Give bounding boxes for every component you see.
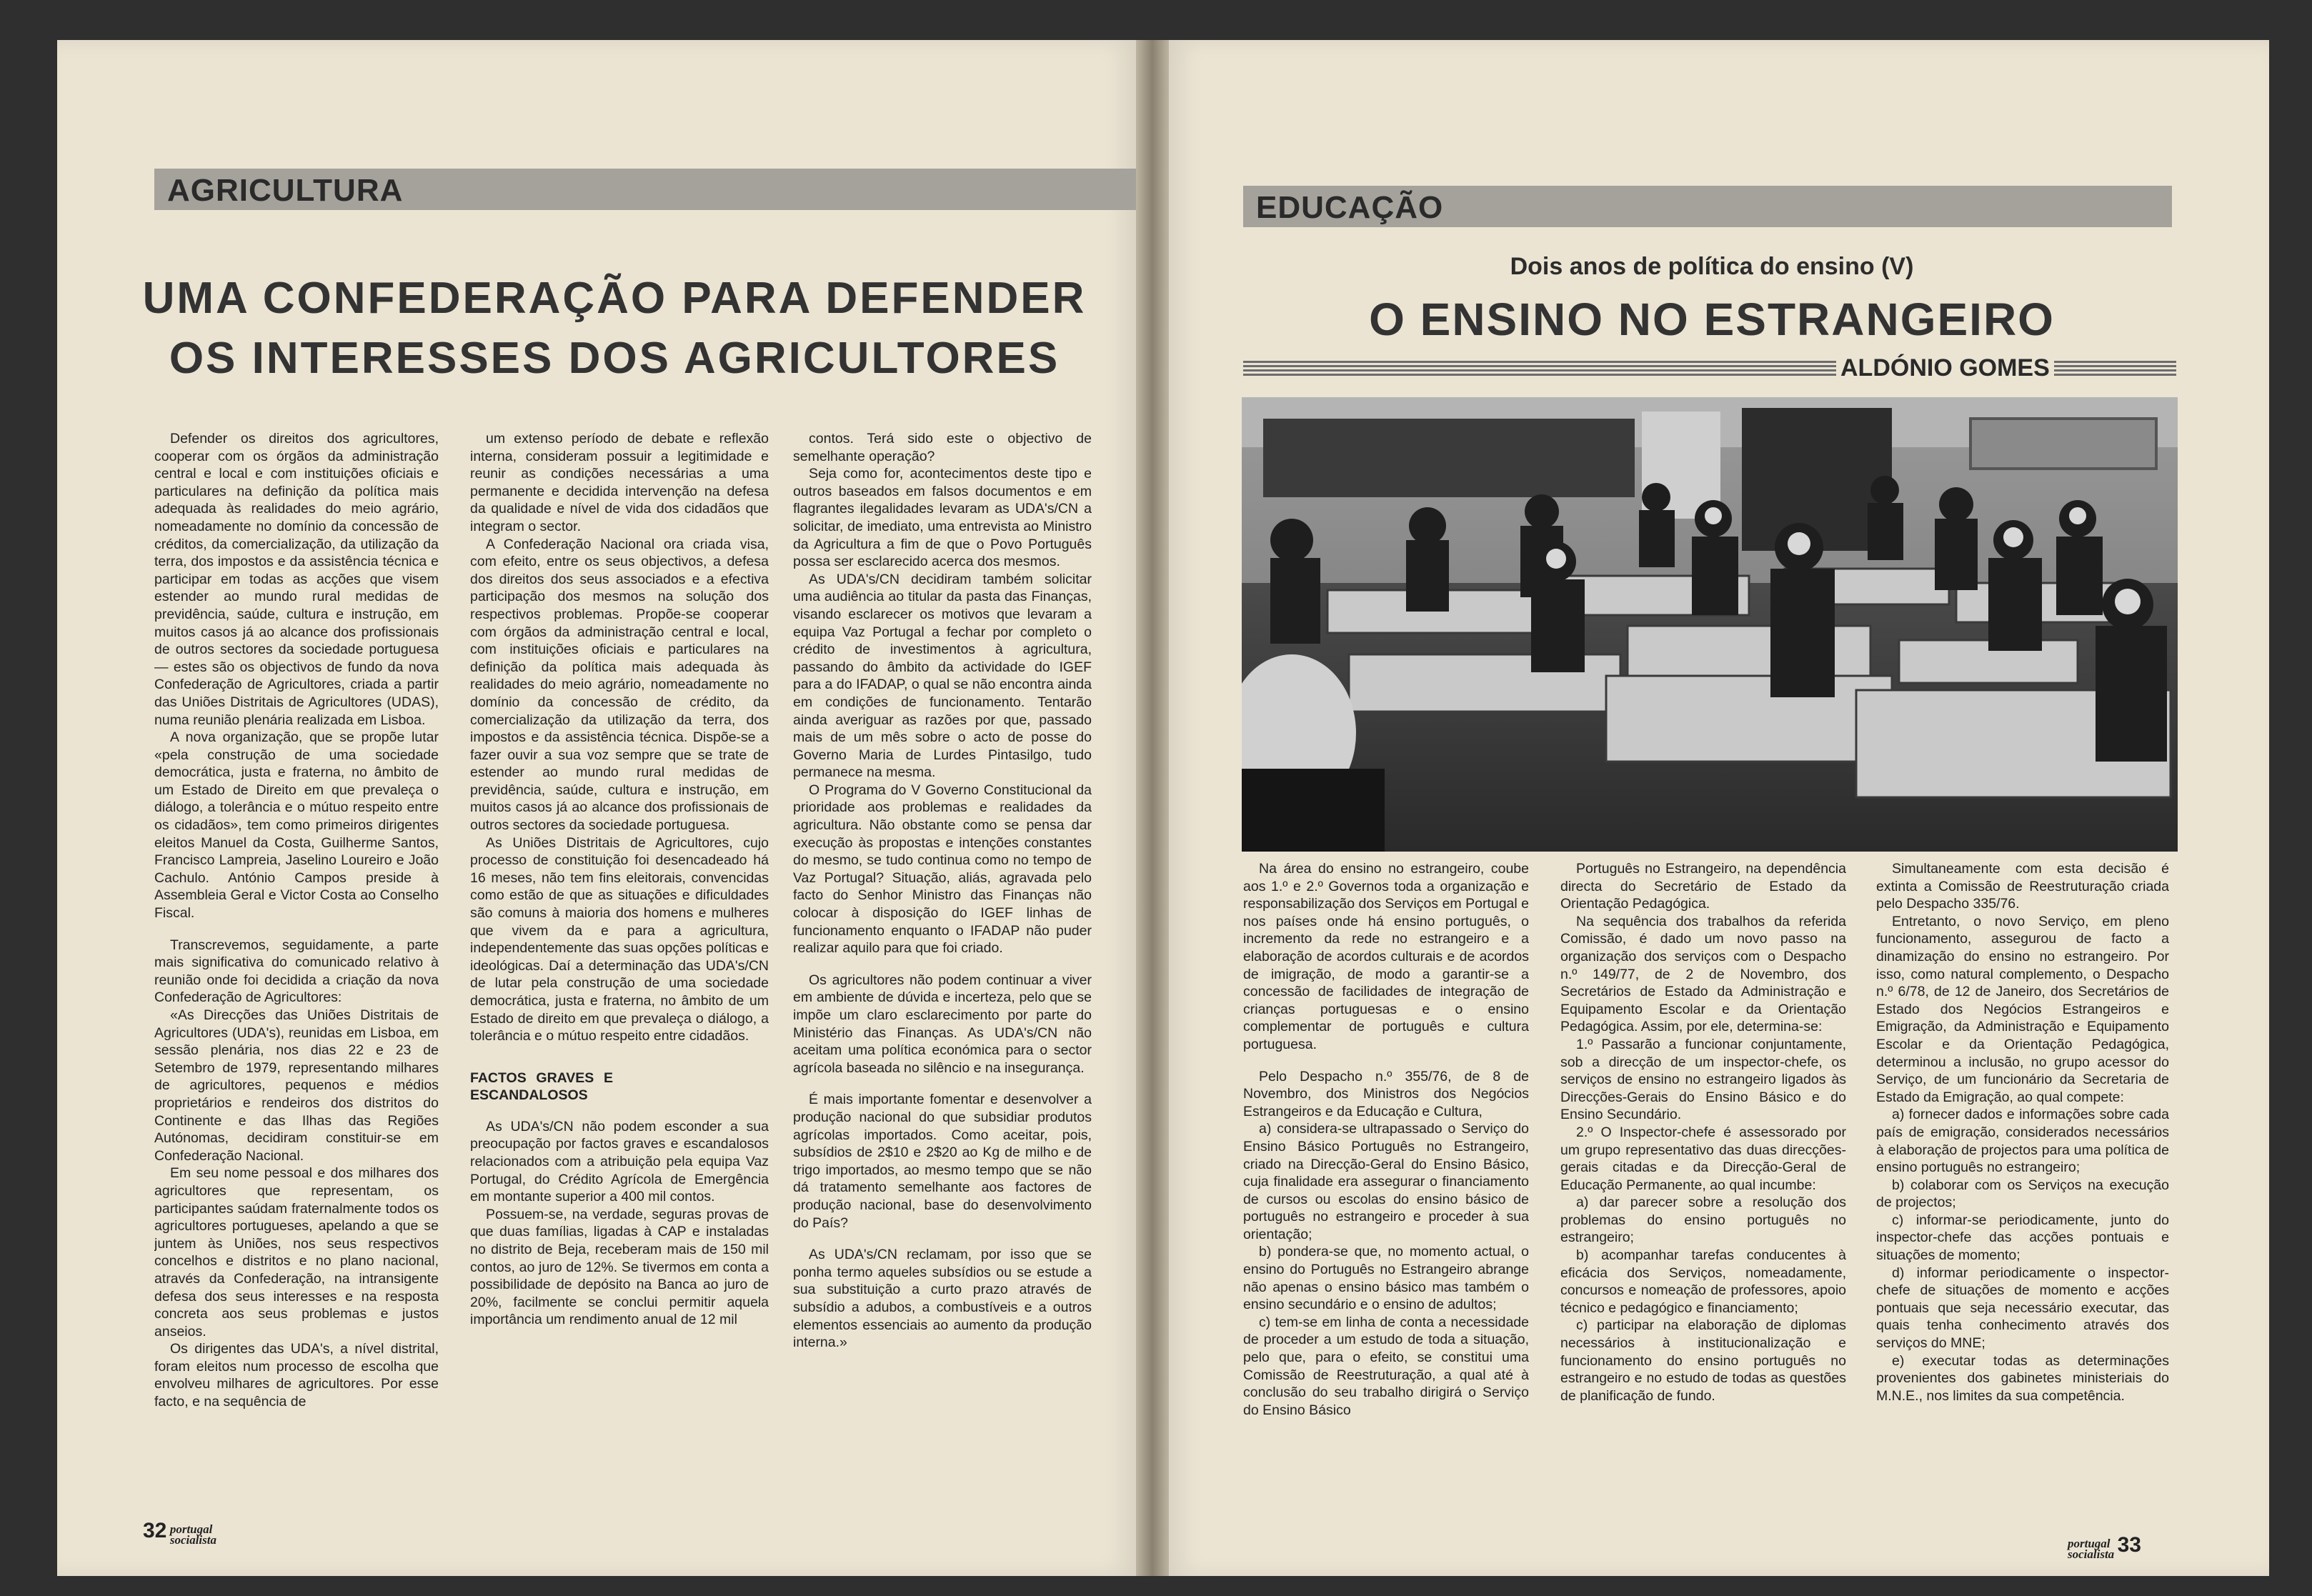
paragraph: As UDA's/CN não podem esconder a sua preocupação por factos graves e escandalosos relacionados com a atribuição pela equipa Vaz Portugal, do Crédito Agrícola de Emergência em montante superior a 400 mil contos. xyxy=(470,1118,769,1205)
paragraph: Defender os direitos dos agricultores, cooperar com os órgãos da administração central e local e com instituições oficiais e particulares na definição da política mais adequada às realidades do meio agrário, nomeadamente no domínio da concessão de créditos, da comercialização, da utilização da terra, dos impostos e da assistência técnica e participar em todas as acções que visem estender ao mundo rural medidas de previdência, saúde, cultura e instrução, em muitos casos já ao alcance dos profissionais de outros sectores da sociedade portuguesa — estes são os objectivos de fundo da nova Confederação de Agricultores, criada a partir das Uniões Distritais de Agricultores (UDAS), numa reunião plenária realizada em Lisboa. xyxy=(154,431,439,728)
section-bar xyxy=(154,169,1136,210)
classroom-photo xyxy=(1242,397,2178,852)
paragraph: As Uniões Distritais de Agricultores, cujo processo de constituição foi desencadeado há 16 meses, não tem fins eleitorais, convencidas como estão de que as situações e dificuldades são comuns à maioria dos homens e mulheres que vivem da e para a agricultura, independentemente das suas opções políticas e ideológicas. Daí a determinação das UDA's/CN de lutar pela construção de uma sociedade democrática, justa e fraterna, no âmbito de um Estado de direito em que prevaleça o diálogo, a tolerância e o mútuo respeito entre cidadãos. xyxy=(470,834,769,1044)
paragraph: Os agricultores não podem continuar a viver em ambiente de dúvida e incerteza, pelo que se impõe um claro esclarecimento por parte do Ministério das Finanças. As UDA's/CN não aceitam uma política económica para o sector agrícola baseada no silêncio e na insegurança. xyxy=(793,972,1092,1076)
paragraph: Transcrevemos, seguidamente, a parte mais significativa do comunicado relativo à reunião onde foi decidida a criação da nova Confederação de Agricultores: xyxy=(154,937,439,1006)
classroom-photo-image xyxy=(1242,397,2178,852)
paragraph: d) informar periodicamente o inspector-chefe de situações de momento e acções pontuais que seja necessário executar, das quais tenha conhecimento através dos serviços do MNE; xyxy=(1876,1265,2169,1352)
paragraph: Português no Estrangeiro, na dependência directa do Secretário de Estado da Orientação Pedagógica. xyxy=(1560,861,1846,912)
article-headline xyxy=(100,269,1129,389)
article-column-3 xyxy=(1876,860,2169,1525)
headline-line: UMA CONFEDERAÇÃO PARA DEFENDER xyxy=(142,274,1087,323)
paragraph: «As Direcções das Uniões Distritais de Agricultores (UDA's), reunidas em Lisboa, em sessão plenária, nos dias 22 e 23 de Setembro de 1979, representando milhares de agricultores, pequenos e médios proprietários e rendeiros dos distritos do Continente e das Ilhas das Regiões Autónomas, decidiram constituir-se em Confederação Nacional. xyxy=(154,1007,439,1164)
paragraph: É mais importante fomentar e desenvolver a produção nacional do que subsidiar produtos agrícolas importados. Como aceitar, pois, subsídios de 2$10 e 2$20 ao Kg de milho e de trigo importados, ao mesmo tempo que se não dá tratamento semelhante aos factores de produção nacional, base do desenvolvimento do País? xyxy=(793,1092,1092,1231)
paragraph: c) participar na elaboração de diplomas necessários à institucionalização e funcionamento do ensino português no estrangeiro e no estudo de todas as questões de planificação de fundo. xyxy=(1560,1317,1846,1404)
paragraph: Na sequência dos trabalhos da referida Comissão, é dado um novo passo na organização dos serviços com o Despacho n.º 149/77, de 2 de Novembro, dos Secretários de Estado da Administração e Equipamento Escolar e da Orientação Pedagógica. Assim, por ele, determina-se: xyxy=(1560,913,1846,1035)
paragraph: A nova organização, que se propõe lutar «pela construção de uma sociedade democrática, justa e fraterna, no âmbito de um Estado de Direito em que prevaleça o diálogo, a tolerância e o mútuo respeito entre os cidadãos», tem como primeiros dirigentes eleitos Manuel da Costa, Guilherme Santos, Francisco Lampreia, Jaselino Loureiro e João Cachulo. António Campos preside à Assembleia Geral e Victor Costa ao Conselho Fiscal. xyxy=(154,729,439,922)
logo-line: socialista xyxy=(2068,1547,2115,1561)
paragraph: As UDA's/CN decidiram também solicitar uma audiência ao titular da pasta das Finanças, visando esclarecer os motivos que levaram a equipa Vaz Portugal a fechar por completo o crédito de investimentos à agricultura, passando do âmbito da actividade do IGEF para a do IFADAP, o qual se não encontra ainda em condições de funcionamento. Tentarão ainda averiguar as razões por que, passado mais de um mês sobre o acto de posse do Governo Maria de Lurdes Pintasilgo, tudo permanece na mesma. xyxy=(793,571,1092,781)
page-gutter xyxy=(1136,40,1169,1576)
logo-line: socialista xyxy=(169,1532,216,1547)
paragraph: Pelo Despacho n.º 355/76, de 8 de Novembro, dos Ministros dos Negócios Estrangeiros e da Educação e Cultura, xyxy=(1243,1068,1529,1119)
paragraph: Entretanto, o novo Serviço, em pleno funcionamento, assegurou de facto a dinamização do ensino no estrangeiro. Por isso, como natural complemento, o Despacho n.º 6/78, de 12 de Janeiro, dos Secretários de Estado dos Negócios Estrangeiros e Emigração, da Administração e Equipamento Escolar e da Orientação Pedagógica, determinou a inclusão, no grupo acessor do Serviço, de um funcionário da Secretaria de Estado da Emigração, ao qual compete: xyxy=(1876,913,2169,1105)
paragraph: a) fornecer dados e informações sobre cada país de emigração, considerados necessários à elaboração de projectos para uma política de ensino português no estrangeiro; xyxy=(1876,1107,2169,1176)
paragraph: b) pondera-se que, no momento actual, o ensino do Português no Estrangeiro abrange não apenas o ensino básico mas também o ensino secundário e o ensino de adultos; xyxy=(1243,1244,1529,1313)
article-column-2 xyxy=(1560,860,1846,1525)
publication-logo xyxy=(170,1524,216,1545)
page-number: 32 xyxy=(143,1519,167,1542)
paragraph: b) colaborar com os Serviços na execução de projectos; xyxy=(1876,1177,2169,1211)
article-column-3 xyxy=(793,430,1092,1516)
section-label: EDUCAÇÃO xyxy=(1256,190,1444,225)
paragraph: 2.º O Inspector-chefe é assessorado por um grupo representativo das duas direcções-gerais citadas e da Direcção-Geral de Educação Permanente, ao qual incumbe: xyxy=(1560,1124,1846,1193)
paragraph: e) executar todas as determinações provenientes dos gabinetes ministeriais do M.N.E., nos limites da sua competência. xyxy=(1876,1352,2169,1404)
paragraph: a) considera-se ultrapassado o Serviço do Ensino Básico Português no Estrangeiro, criado na Direcção-Geral do Ensino Básico, cuja finalidade era assegurar o financiamento de cursos ou escolas do ensino básico de português no estrangeiro e proceder à sua orientação; xyxy=(1243,1121,1529,1242)
paragraph: Simultaneamente com esta decisão é extinta a Comissão de Reestruturação criada pelo Despacho 335/76. xyxy=(1876,861,2169,912)
paragraph: As UDA's/CN reclamam, por isso que se ponha termo aqueles subsídios ou se estude a sua substituição a curto prazo através de subsídio a adubos, a combustíveis e a outros elementos essenciais ao aumento da produção interna.» xyxy=(793,1247,1092,1351)
article-column-1 xyxy=(154,430,439,1516)
paragraph: Possuem-se, na verdade, seguras provas de que duas famílias, ligadas à CAP e instaladas no distrito de Beja, receberam mais de 150 mil contos, ao juro de 12%. Se tivermos em conta a possibilidade de depósito na Banca ao juro de 20%, facilmente se conclui permitir aquela importância um rendimento anual de 12 mil xyxy=(470,1206,769,1328)
article-headline: O ENSINO NO ESTRANGEIRO xyxy=(1369,294,2055,345)
article-kicker: Dois anos de política do ensino (V) xyxy=(1510,253,1914,280)
article-column-2 xyxy=(470,430,769,1516)
headline-line: OS INTERESSES DOS AGRICULTORES xyxy=(169,334,1060,383)
paragraph: b) acompanhar tarefas conducentes à eficácia dos Serviços, nomeadamente, concursos e nomeação de professores, apoio técnico e pedagógico e financiamento; xyxy=(1560,1247,1846,1316)
author-byline: ALDÓNIO GOMES xyxy=(1836,354,2054,382)
publication-logo xyxy=(2068,1538,2114,1560)
subheading: FACTOS GRAVES E ESCANDALOSOS xyxy=(470,1069,613,1103)
paragraph: A Confederação Nacional ora criada visa, com efeito, entre os seus objectivos, a defesa dos direitos dos seus associados e a efectiva participação dos mesmos na solução dos respectivos problemas. Propõe-se cooperar com órgãos da administração central e local, com instituições oficiais e particulares na definição da política mais adequada às realidades do meio agrário, nomeadamente no domínio da concessão de crédito, da comercialização da utilização da terra, dos impostos e da assistência técnica. Dispõe-se a fazer ouvir a sua voz sempre que se trate de estender ao mundo rural medidas de previdência, saúde, cultura e instrução, em muitos casos já ao alcance dos profissionais de outros sectores da sociedade portuguesa. xyxy=(470,536,769,834)
paragraph: c) tem-se em linha de conta a necessidade de proceder a um estudo de toda a situação, pelo que, para o efeito, se constitui uma Comissão de Reestruturação, a qual até à conclusão do seu trabalho dirigirá o Serviço do Ensino Básico xyxy=(1243,1314,1529,1418)
page-folio xyxy=(2068,1533,2141,1560)
paragraph: O Programa do V Governo Constitucional da prioridade aos problemas e realidades da agricultura. Não obstante como se pensa dar execução às propostas e intenções constantes do mesmo, se tudo continua como no tempo de Vaz Portugal? Situação, aliás, agravada pelo facto do Senhor Ministro das Finanças não colocar à disposição do IGEF linhas de funcionamento enquanto o IFADAP não puder realizar aquilo para que foi criado. xyxy=(793,782,1092,957)
page-number: 33 xyxy=(2117,1533,2141,1557)
paragraph: a) dar parecer sobre a resolução dos problemas do ensino português no estrangeiro; xyxy=(1560,1194,1846,1246)
paragraph: Na área do ensino no estrangeiro, coube aos 1.º e 2.º Governos toda a organização e responsabilização dos Serviços em Portugal e nos países onde há ensino português, o incremento da rede no estrangeiro e a elaboração de acordos culturais e de acordos de imigração, de modo a garantir-se a concessão de facilidades de integração de crianças portuguesas e o ensino complementar de português e cultura portuguesa. xyxy=(1243,861,1529,1052)
paragraph: Em seu nome pessoal e dos milhares dos agricultores que representam, os participantes saúdam fraternalmente todos os agricultores portugueses, apelando a que se juntem às Uniões, nos seus respectivos concelhos e distritos e no plano nacional, através da Confederação, na intransigente defesa dos seus interesses e na resposta concreta aos seus problemas e justos anseios. xyxy=(154,1165,439,1340)
right-page xyxy=(1169,40,2269,1576)
paragraph: c) informar-se periodicamente, junto do inspector-chefe das acções pontuais e situações de momento; xyxy=(1876,1212,2169,1264)
paragraph: Seja como for, acontecimentos deste tipo e outros baseados em falsos documentos e em flagrantes ilegalidades levaram as UDA's/CN a solicitar, de imediato, uma entrevista ao Ministro da Agricultura a fim de que o Povo Português possa ser esclarecido acerca dos mesmos. xyxy=(793,466,1092,570)
paragraph: contos. Terá sido este o objectivo de semelhante operação? xyxy=(793,431,1092,464)
section-label: AGRICULTURA xyxy=(167,173,404,208)
logo-line: portugal xyxy=(169,1522,213,1536)
section-bar xyxy=(1243,186,2172,227)
left-page xyxy=(57,40,1136,1576)
paragraph: 1.º Passarão a funcionar conjuntamente, sob a direcção de um inspector-chefe, os serviços de ensino no estrangeiro ligados às Direcções-Gerais do Ensino Básico e do Ensino Secundário. xyxy=(1560,1036,1846,1123)
paragraph: Os dirigentes das UDA's, a nível distrital, foram eleitos num processo de escolha que envolveu milhares de agricultores. Por esse facto, e na sequência de xyxy=(154,1341,439,1410)
paragraph: um extenso período de debate e reflexão interna, consideram possuir a legitimidade e reunir as condições necessárias a uma permanente e decidida intervenção na defesa da qualidade e nível de vida dos cidadãos que integram o sector. xyxy=(470,431,769,534)
page-folio xyxy=(143,1519,216,1545)
logo-line: portugal xyxy=(2068,1536,2111,1550)
article-column-1 xyxy=(1243,860,1529,1525)
